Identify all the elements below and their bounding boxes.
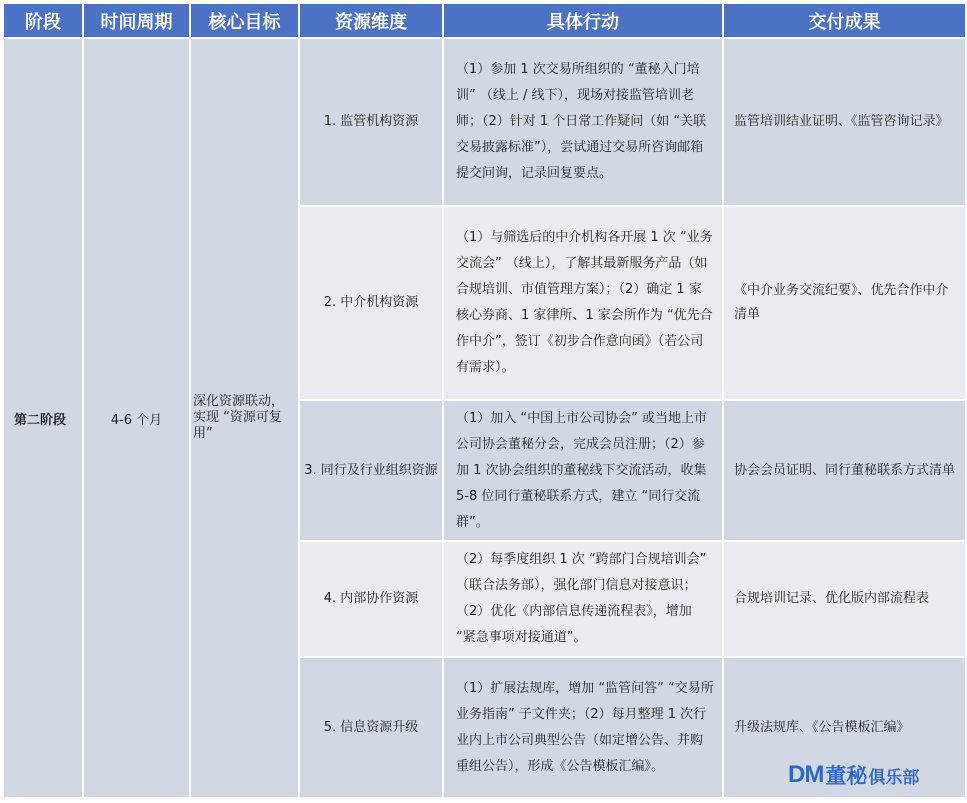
deliverable-cell: 升级法规库、《公告模板汇编》 <box>723 657 966 798</box>
header-period: 时间周期 <box>83 3 190 38</box>
table-row <box>3 38 966 206</box>
header-goal: 核心目标 <box>190 3 299 38</box>
phase-cell: 第二阶段 <box>3 38 83 798</box>
logo-name: 董秘 <box>825 764 868 788</box>
logo-suffix: 俱乐部 <box>868 767 920 788</box>
dimension-cell: 1. 监管机构资源 <box>299 38 443 206</box>
action-cell: （1）与筛选后的中介机构各开展 1 次 “业务交流会” （线上），了解其最新服务产品（如合规培训、市值管理方案）；（2）确定 1 家核心券商、1 家律所、1 家会所作为 “优先合作中介”，签订《初步合作意向函》（若公司有需求）。 <box>443 206 723 400</box>
period-cell: 4-6 个月 <box>83 38 190 798</box>
header-row <box>3 3 966 38</box>
dimension-cell: 5. 信息资源升级 <box>299 657 443 798</box>
deliverable-cell: 合规培训记录、优化版内部流程表 <box>723 541 966 657</box>
action-cell: （1）扩展法规库，增加 “监管问答” “交易所业务指南” 子文件夹；（2）每月整理 1 次行业内上市公司典型公告（如定增公告、并购重组公告），形成《公告模板汇编》。 <box>443 657 723 798</box>
logo-mark: DM <box>788 761 824 788</box>
deliverable-cell: 监管培训结业证明、《监管咨询记录》 <box>723 38 966 206</box>
deliverable-cell: 协会会员证明、同行董秘联系方式清单 <box>723 400 966 541</box>
header-action: 具体行动 <box>443 3 723 38</box>
goal-cell: 深化资源联动，实现 “资源可复用” <box>190 38 299 798</box>
header-deliverable: 交付成果 <box>723 3 966 38</box>
dimension-cell: 2. 中介机构资源 <box>299 206 443 400</box>
action-cell: （1）参加 1 次交易所组织的 “董秘入门培训” （线上 / 线下），现场对接监管培训老师；（2）针对 1 个日常工作疑问（如 “关联交易披露标准”），尝试通过交易所咨询邮箱提交问询，记录回复要点。 <box>443 38 723 206</box>
dimension-cell: 4. 内部协作资源 <box>299 541 443 657</box>
header-phase: 阶段 <box>3 3 83 38</box>
action-cell: （1）加入 “中国上市公司协会” 或当地上市公司协会董秘分会，完成会员注册；（2）参加 1 次协会组织的董秘线下交流活动，收集 5-8 位同行董秘联系方式，建立 “同行交流群”。 <box>443 400 723 541</box>
action-cell: （2）每季度组织 1 次 “跨部门合规培训会” （联合法务部），强化部门信息对接意识；（2）优化《内部信息传递流程表》，增加 “紧急事项对接通道”。 <box>443 541 723 657</box>
dm-club-watermark-logo <box>788 760 919 790</box>
dimension-cell: 3. 同行及行业组织资源 <box>299 400 443 541</box>
deliverable-cell: 《中介业务交流纪要》、优先合作中介清单 <box>723 206 966 400</box>
header-dimension: 资源维度 <box>299 3 443 38</box>
phase-plan-table <box>2 2 967 799</box>
